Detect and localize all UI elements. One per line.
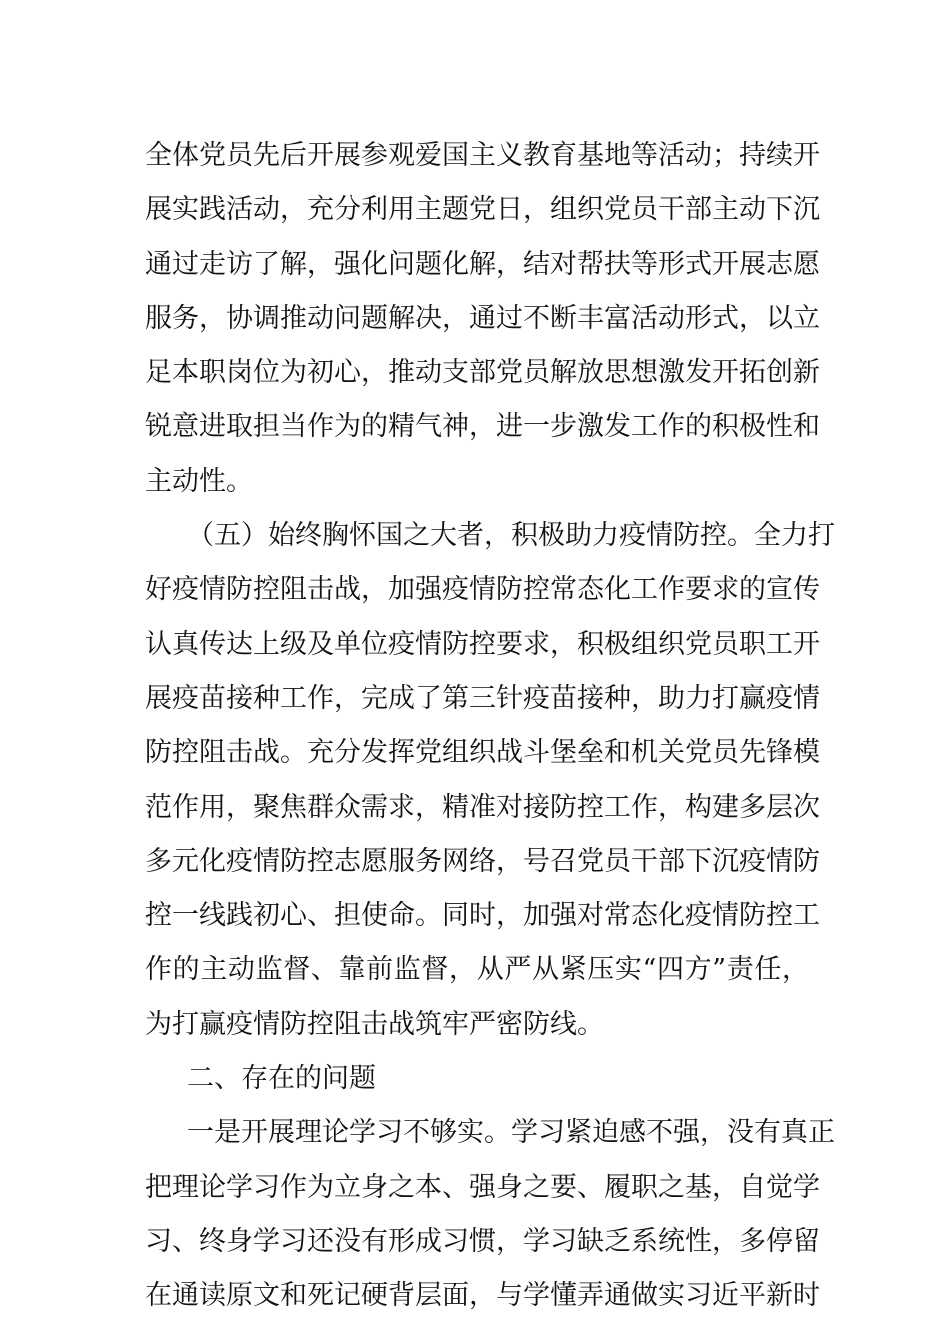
document-body	[145, 129, 835, 1324]
section-heading: 二、存在的问题	[187, 1063, 376, 1095]
text-line: 习、终身学习还没有形成习惯，学习缺乏系统性，多停留	[145, 1225, 820, 1257]
text-line: 好疫情防控阻击战，加强疫情防控常态化工作要求的宣传	[145, 574, 820, 606]
text-line: 防控阻击战。充分发挥党组织战斗堡垒和机关党员先锋模	[145, 737, 820, 769]
text-line: 锐意进取担当作为的精气神，进一步激发工作的积极性和	[145, 411, 820, 443]
text-line: 范作用，聚焦群众需求，精准对接防控工作，构建多层次	[145, 791, 820, 823]
text-line: 在通读原文和死记硬背层面，与学懂弄通做实习近平新时	[145, 1280, 820, 1312]
text-line: 主动性。	[145, 465, 253, 497]
text-line: 一是开展理论学习不够实。学习紧迫感不强，没有真正	[187, 1117, 835, 1149]
text-line: 认真传达上级及单位疫情防控要求，积极组织党员职工开	[145, 628, 820, 660]
text-line: 作的主动监督、靠前监督，从严从紧压实“四方”责任，	[145, 954, 809, 986]
text-line: 为打赢疫情防控阻击战筑牢严密防线。	[145, 1008, 604, 1040]
text-line: 通过走访了解，强化问题化解，结对帮扶等形式开展志愿	[145, 248, 820, 280]
text-line: 全体党员先后开展参观爱国主义教育基地等活动；持续开	[145, 140, 820, 171]
text-line: 展实践活动，充分利用主题党日，组织党员干部主动下沉	[145, 194, 820, 226]
text-line: 把理论学习作为立身之本、强身之要、履职之基，自觉学	[145, 1171, 820, 1203]
section-heading-line: （五）始终胸怀国之大者，积极助力疫情防控。全力打	[187, 520, 835, 552]
text-line: 控一线践初心、担使命。同时，加强对常态化疫情防控工	[145, 900, 820, 932]
text-line: 服务，协调推动问题解决，通过不断丰富活动形式，以立	[145, 302, 820, 334]
text-line: 足本职岗位为初心，推动支部党员解放思想激发开拓创新	[145, 357, 820, 389]
text-line: 多元化疫情防控志愿服务网络，号召党员干部下沉疫情防	[145, 845, 820, 877]
text-line: 展疫苗接种工作，完成了第三针疫苗接种，助力打赢疫情	[145, 682, 820, 714]
